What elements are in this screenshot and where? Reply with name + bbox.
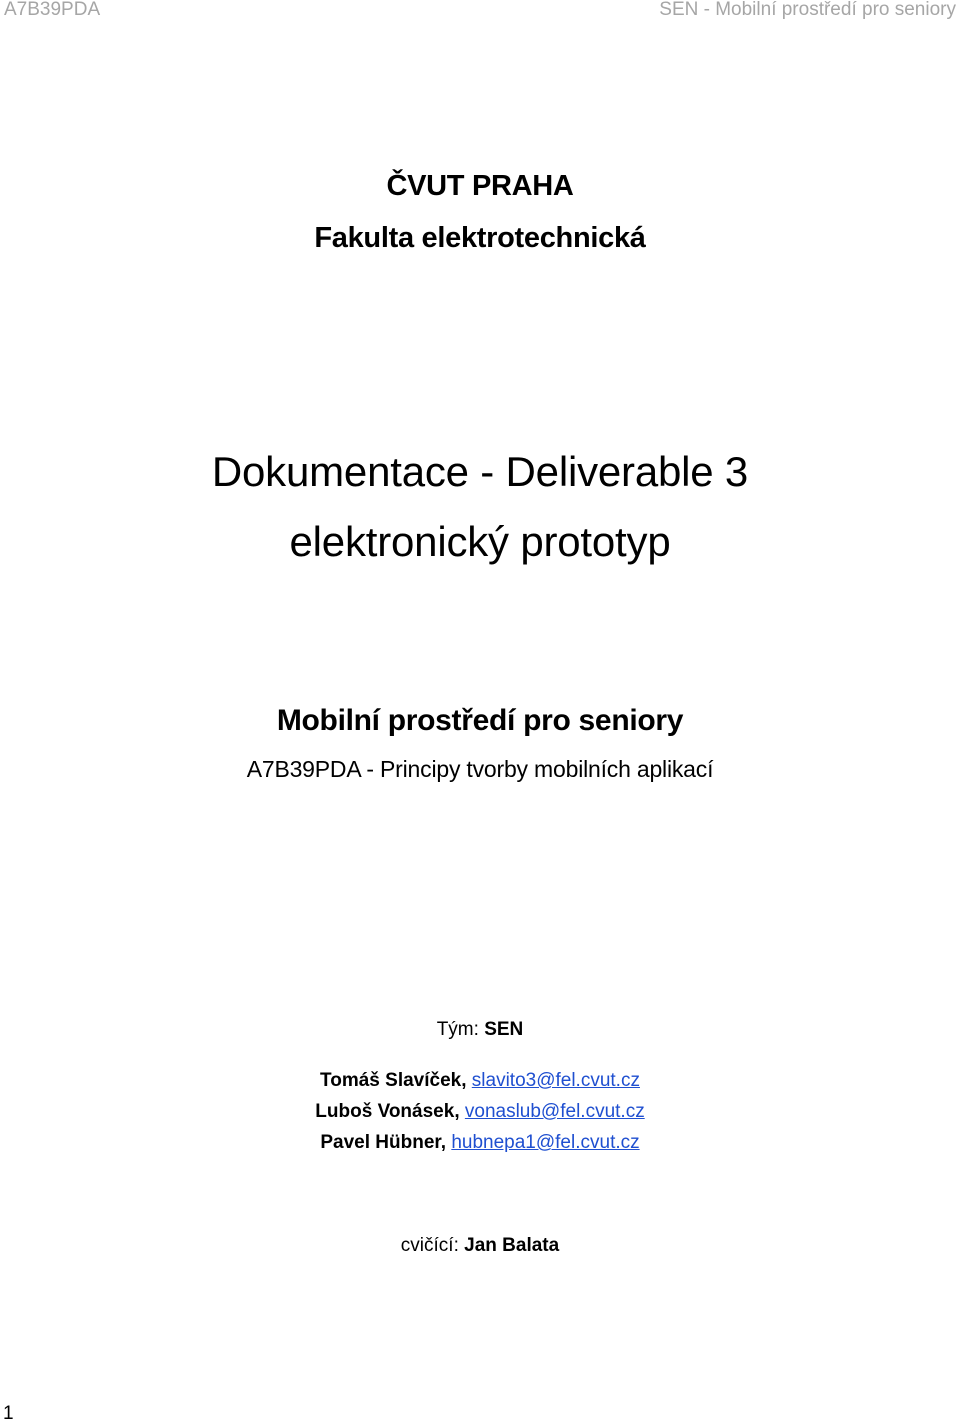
member-name: Luboš Vonásek xyxy=(315,1101,455,1122)
member-email-link[interactable]: vonaslub@fel.cvut.cz xyxy=(464,1101,645,1122)
project-name: Mobilní prostředí pro seniory xyxy=(276,704,684,737)
document-subtitle: elektronický prototyp xyxy=(289,518,671,565)
instructor-name: Jan Balata xyxy=(464,1235,560,1256)
team-member: Pavel Hübner, hubnepa1@fel.cvut.cz xyxy=(320,1132,640,1153)
team-line xyxy=(0,1019,960,1041)
header-course-code: A7B39PDA xyxy=(4,0,101,20)
instructor-line xyxy=(0,1235,960,1257)
member-email-link[interactable]: hubnepa1@fel.cvut.cz xyxy=(451,1132,640,1153)
team-label: Tým: xyxy=(436,1019,479,1040)
header-project-title: SEN - Mobilní prostředí pro seniory xyxy=(659,0,956,20)
page-number: 1 xyxy=(3,1403,14,1424)
team-name: SEN xyxy=(484,1019,524,1040)
running-header xyxy=(0,0,960,22)
team-member: Tomáš Slavíček, slavito3@fel.cvut.cz xyxy=(320,1070,640,1091)
member-email-link[interactable]: slavito3@fel.cvut.cz xyxy=(471,1070,640,1091)
team-member: Luboš Vonásek, vonaslub@fel.cvut.cz xyxy=(315,1101,645,1122)
member-name: Tomáš Slavíček xyxy=(320,1070,462,1091)
instructor-label: cvičící: xyxy=(400,1235,459,1256)
faculty-name: Fakulta elektrotechnická xyxy=(314,222,646,254)
university-name: ČVUT PRAHA xyxy=(386,170,574,202)
document-title: Dokumentace - Deliverable 3 xyxy=(211,448,749,495)
course-name: A7B39PDA - Principy tvorby mobilních aplikací xyxy=(246,756,714,782)
member-name: Pavel Hübner xyxy=(320,1132,441,1153)
